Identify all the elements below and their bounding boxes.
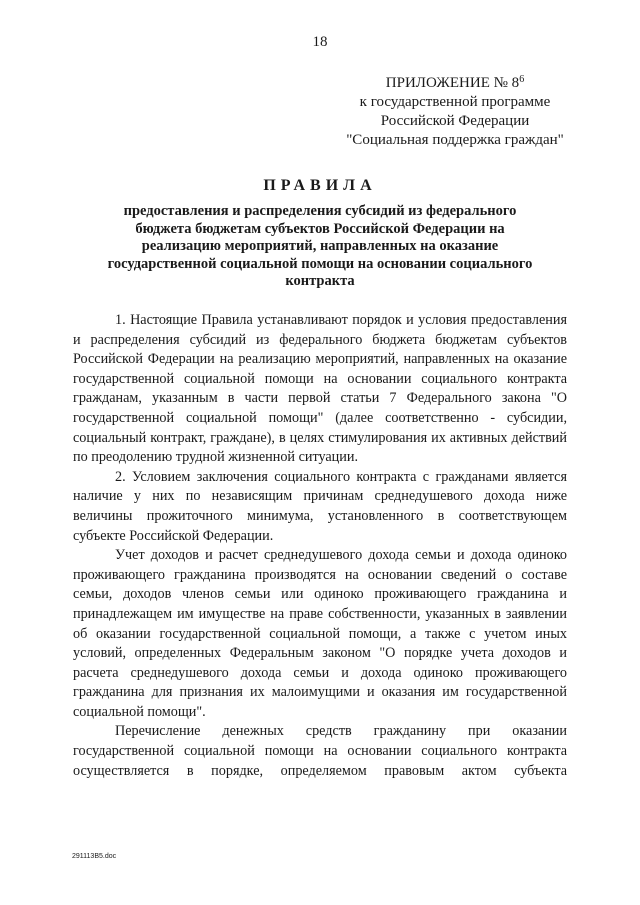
document-subtitle: предоставления и распределения субсидий из федерального бюджета бюджетам субъектов Российской Федерации на реализацию мероприятий, направленных на оказание государственной социальной помощи на основании социального контракта	[107, 203, 533, 289]
document-title: ПРАВИЛА	[263, 177, 377, 194]
appendix-line-3: "Социальная поддержка граждан"	[346, 132, 564, 148]
appendix-heading	[330, 70, 580, 93]
paragraph-1: 1. Настоящие Правила устанавливают порядок и условия предоставления и распределения субсидий из федерального бюджета бюджетам субъектов Российской Федерации на реализацию мероприятий, направленных на оказание государственной социальной помощи на основании социального контракта гражданам, указанным в части первой статьи 7 Федерального закона "О государственной социальной помощи" (далее соответственно - субсидии, социальный контракт, граждане), в целях стимулирования их активных действий по преодолению трудной жизненной ситуации.	[73, 312, 567, 466]
appendix-block	[330, 70, 580, 150]
document-body	[73, 311, 567, 781]
appendix-heading-text: ПРИЛОЖЕНИЕ № 8	[385, 75, 520, 91]
paragraph-2: 2. Условием заключения социального контракта с гражданами является наличие у них по независящим причинам среднедушевого дохода ниже величины прожиточного минимума, установленного в соответствующем субъекте Российской Федерации.	[73, 468, 567, 544]
paragraph-3: Учет доходов и расчет среднедушевого дохода семьи и дохода одиноко проживающего гражданина производятся на основании сведений о составе семьи, доходов членов семьи или одиноко проживающего гражданина и принадлежащем им имуществе на праве собственности, указанных в заявлении об оказании государственной социальной помощи, а также с учетом иных условий, определенных Федеральным законом "О порядке учета доходов и расчета среднедушевого дохода семьи и дохода одиноко проживающего гражданина для признания их малоимущими и оказания им государственной социальной помощи".	[73, 547, 567, 720]
page-number: 18	[312, 34, 328, 50]
appendix-heading-superscript: 6	[519, 74, 525, 85]
appendix-line-1: к государственной программе	[359, 94, 551, 110]
footer-filename: 291113В5.doc	[72, 853, 117, 860]
appendix-line-2: Российской Федерации	[380, 113, 530, 129]
paragraph-4: Перечисление денежных средств гражданину при оказании государственной социальной помощи на основании социального контракта осуществляется в порядке, определяемом правовым актом субъекта	[73, 723, 567, 779]
